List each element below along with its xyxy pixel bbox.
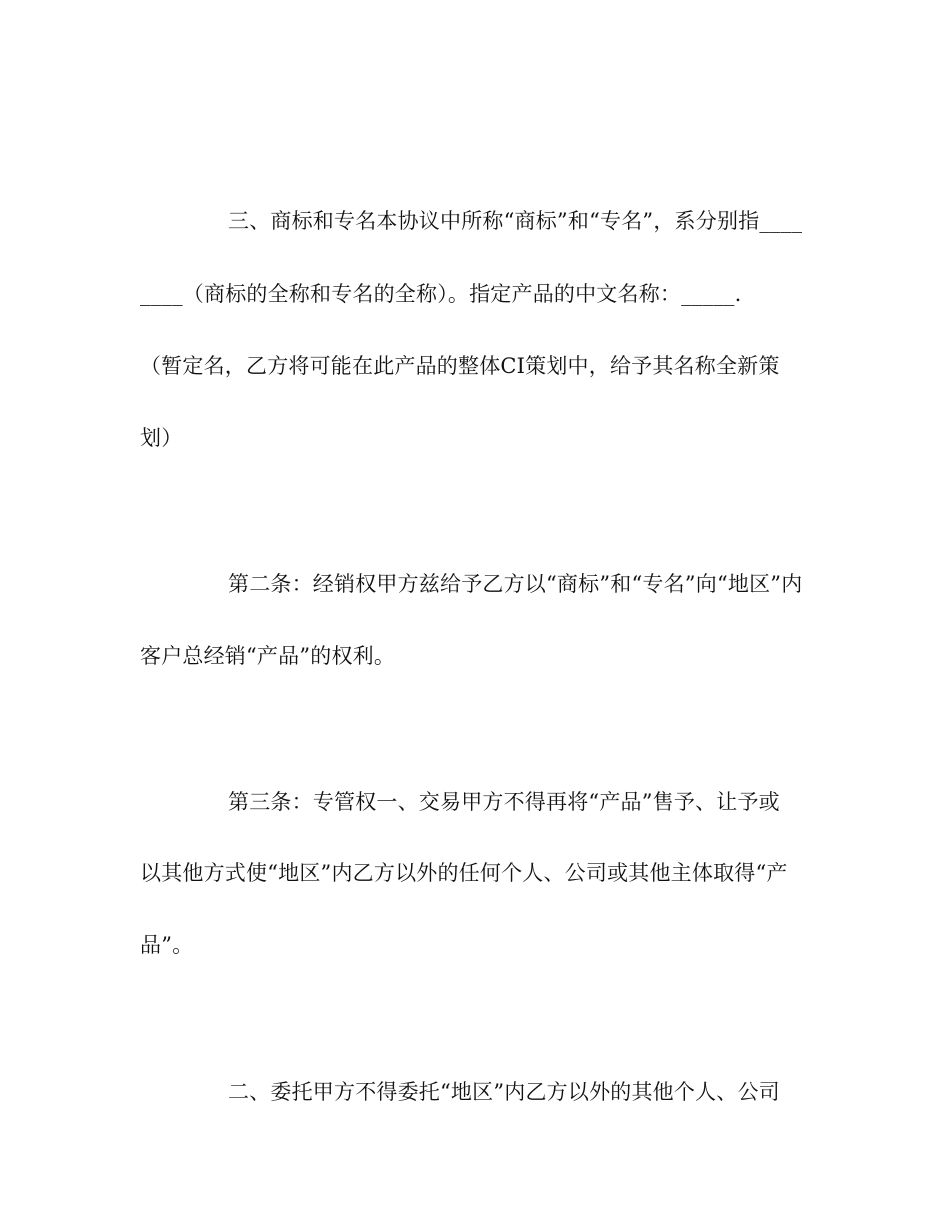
paragraph-4-line-1: 二、委托甲方不得委托“地区”内乙方以外的其他个人、公司 [228,1080,780,1104]
paragraph-1-line-2: ____（商标的全称和专名的全称）。指定产品的中文名称：_____. [140,282,742,306]
paragraph-3-line-1: 第三条：专管权一、交易甲方不得再将“产品”售予、让予或 [228,790,780,814]
paragraph-3-line-2: 以其他方式使“地区”内乙方以外的任何个人、公司或其他主体取得“产 [140,861,788,885]
paragraph-2-line-1: 第二条：经销权甲方兹给予乙方以“商标”和“专名”向“地区”内 [228,572,803,596]
paragraph-1-line-1: 三、商标和专名本协议中所称“商标”和“专名”，系分别指____ [228,209,803,233]
paragraph-3-line-3: 品”。 [140,933,194,957]
paragraph-1-line-3: （暂定名，乙方将可能在此产品的整体CI策划中，给予其名称全新策 [140,354,780,378]
paragraph-2-line-2: 客户总经销“产品”的权利。 [140,644,396,668]
paragraph-1-line-4: 划） [140,426,183,450]
